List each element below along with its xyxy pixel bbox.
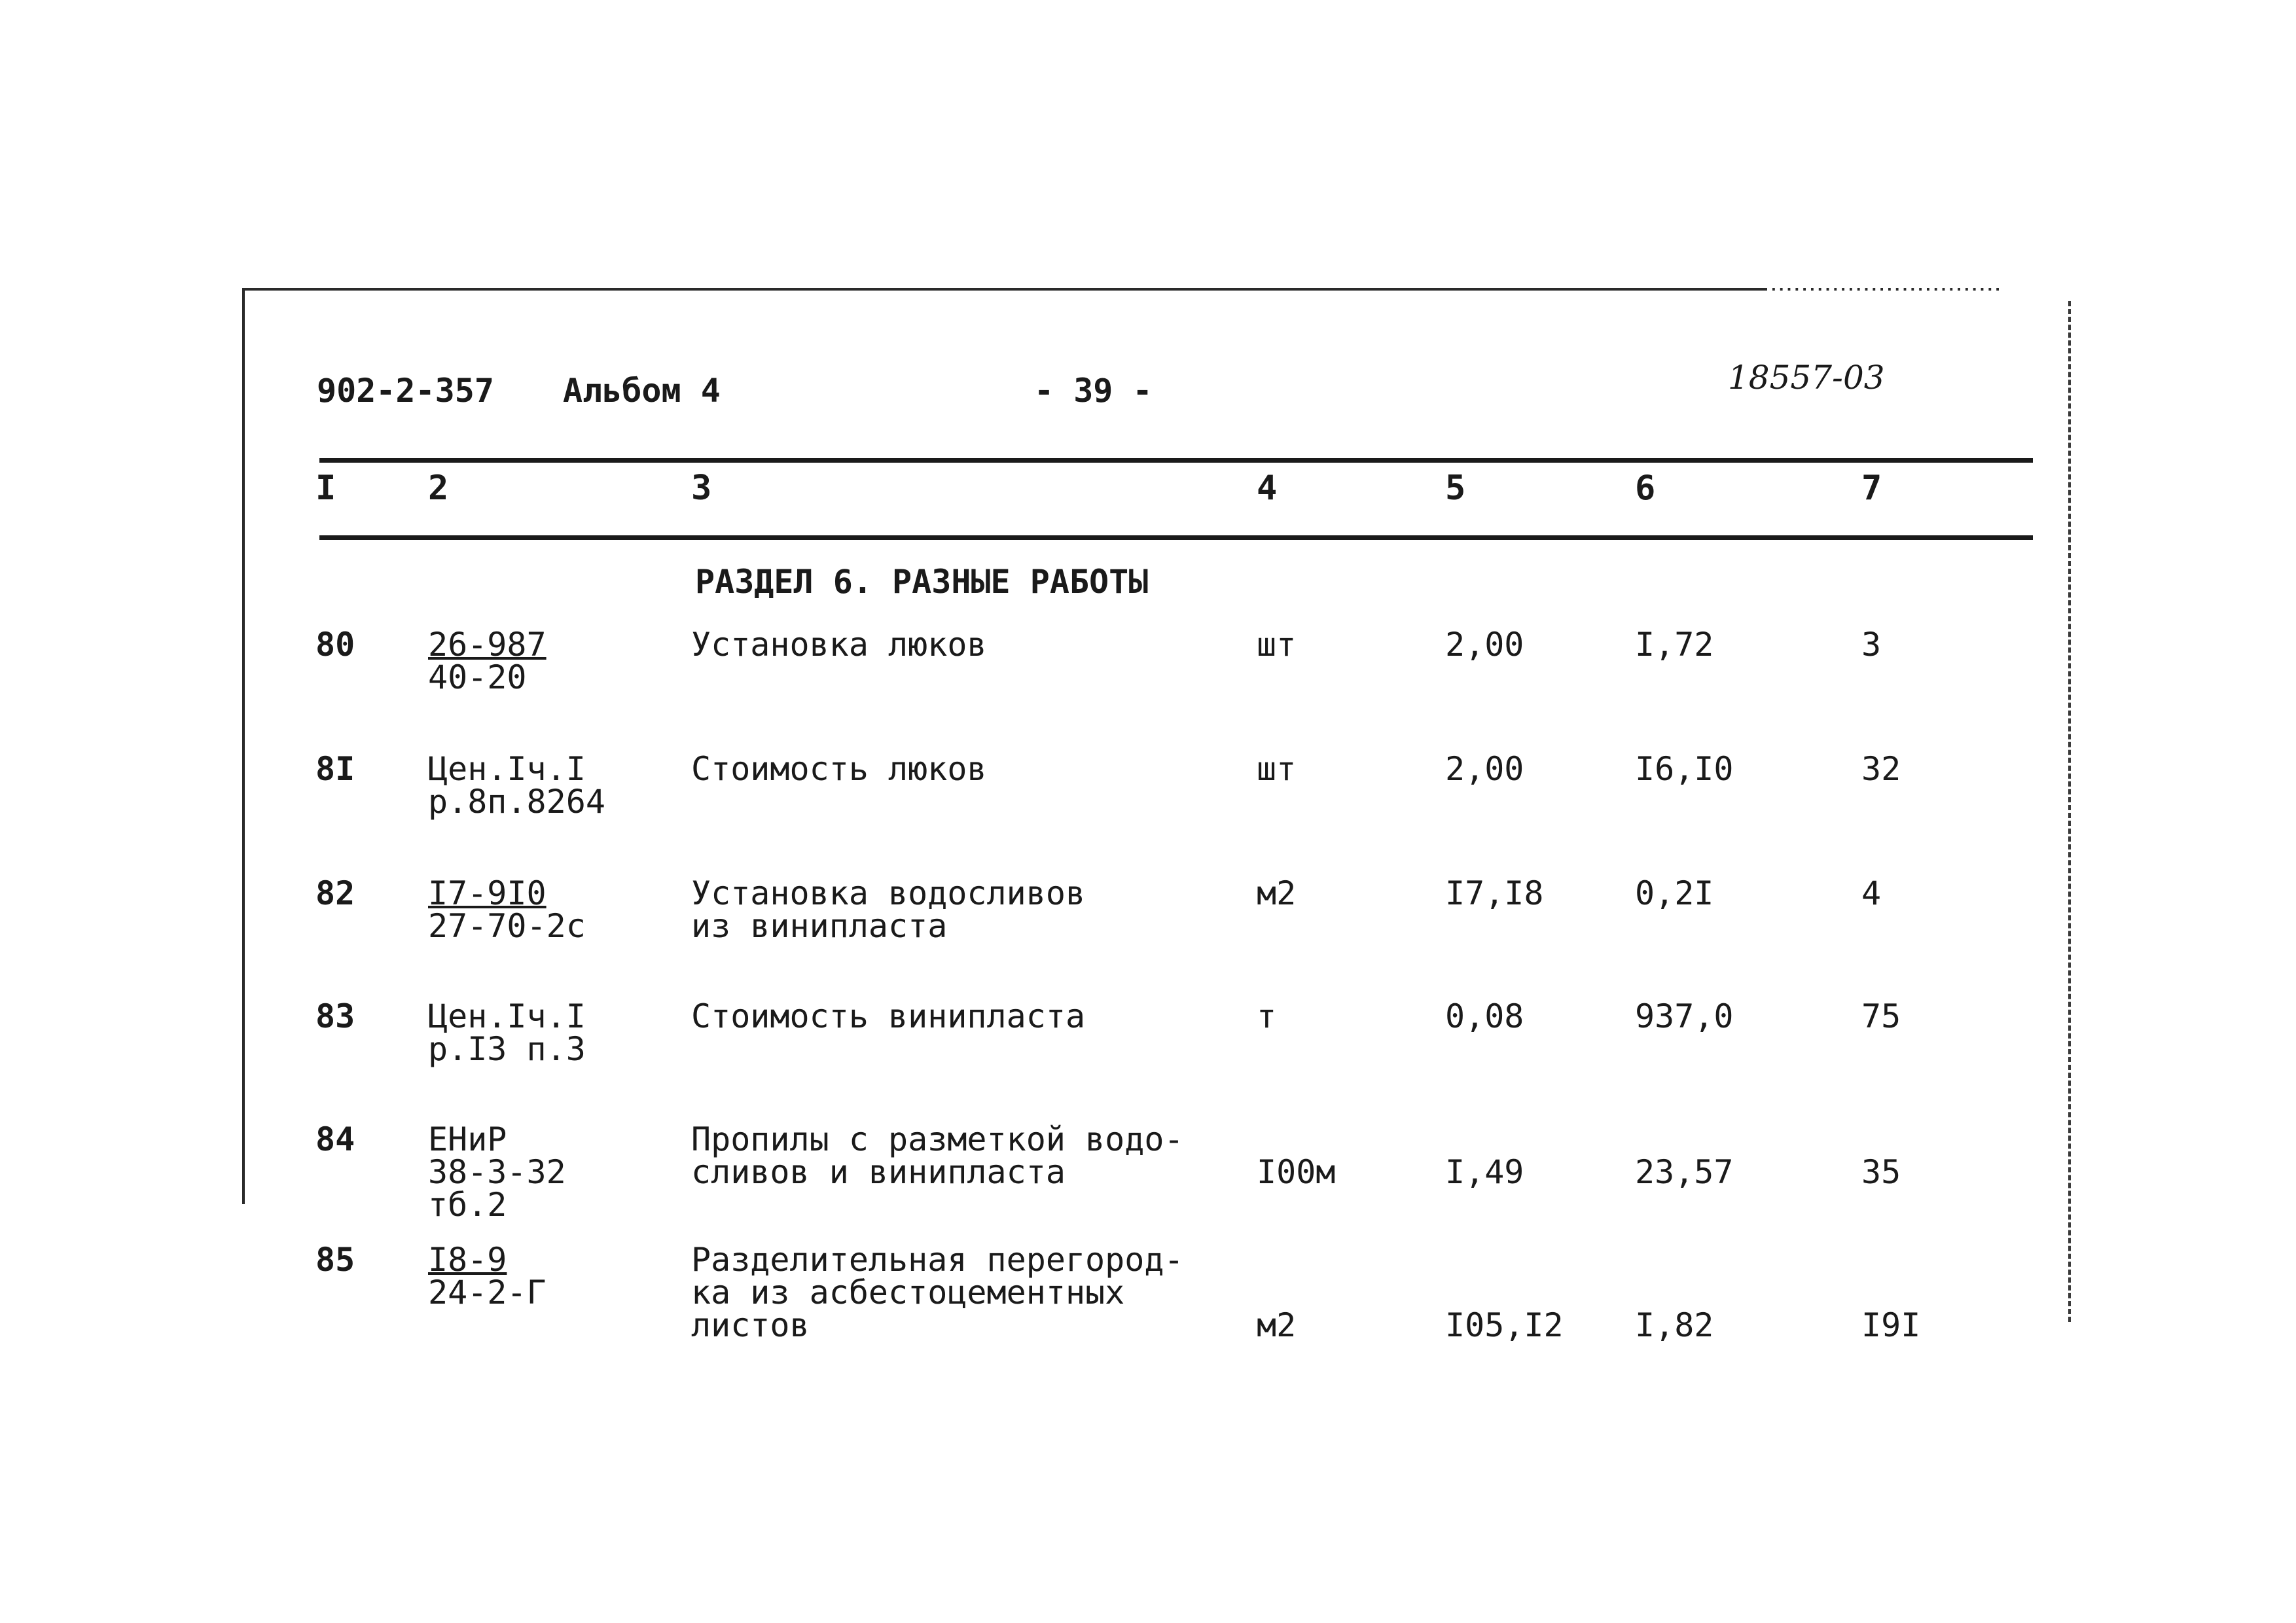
description-line: Разделительная перегород- [691,1241,1184,1279]
row-unit: I00м [1257,1153,1336,1191]
description-line: Стоимость винипласта [691,997,1086,1035]
row-description [691,626,987,664]
column-header-3: 3 [691,469,712,508]
page-number: - 39 - [1034,372,1153,410]
description-line: Стоимость люков [691,750,987,788]
row-unit: м2 [1257,874,1297,912]
row-description [691,997,1086,1035]
row-number: 83 [315,997,355,1035]
row-unit-price: 0,2I [1635,874,1714,912]
row-total: 75 [1861,997,1901,1035]
column-header-6: 6 [1635,469,1656,508]
row-quantity: 0,08 [1445,997,1524,1035]
reference-line: 38-3-32 [428,1153,566,1191]
row-description [691,1243,1184,1342]
row-unit: шт [1257,626,1297,664]
row-unit: шт [1257,750,1297,788]
description-line: Установка водосливов [691,874,1086,912]
row-description [691,874,1086,945]
reference-line: 26-987 [428,626,547,664]
page-frame-right [2068,301,2071,1322]
row-unit-price: I,72 [1635,626,1714,664]
row-quantity: I7,I8 [1445,874,1544,912]
row-total: 32 [1861,750,1901,788]
description-line: Пропилы с разметкой водо- [691,1120,1184,1158]
row-total: I9I [1861,1306,1921,1344]
reference-line: р.I3 п.3 [428,1030,586,1068]
row-total: 35 [1861,1153,1901,1191]
description-line: сливов и винипласта [691,1153,1066,1191]
column-header-7: 7 [1861,469,1882,508]
row-unit-price: I6,I0 [1635,750,1734,788]
reference-line: 40-20 [428,658,527,696]
row-reference [428,874,586,945]
header-rule-bottom [319,535,2033,540]
row-unit-price: I,82 [1635,1306,1714,1344]
column-header-4: 4 [1257,469,1278,508]
row-number: 8I [315,750,355,788]
row-quantity: 2,00 [1445,750,1524,788]
row-unit: т [1257,997,1277,1035]
column-header-2: 2 [428,469,449,508]
row-total: 4 [1861,874,1882,912]
reference-line: Цен.Iч.I [428,997,586,1035]
row-number: 85 [315,1241,355,1279]
reference-line: тб.2 [428,1186,507,1224]
reference-line: ЕНиР [428,1120,507,1158]
page-frame-top [243,288,2004,291]
row-unit-price: 23,57 [1635,1153,1734,1191]
row-total: 3 [1861,626,1882,664]
row-unit-price: 937,0 [1635,997,1734,1035]
row-number: 84 [315,1120,355,1158]
page-frame-top-dashed [1767,288,2004,291]
row-quantity: 2,00 [1445,626,1524,664]
reference-line: 24-2-Г [428,1274,547,1311]
description-line: из винипласта [691,907,948,945]
row-description [691,750,987,788]
row-quantity: I05,I2 [1445,1306,1564,1344]
handwritten-code: 18557-03 [1728,359,1885,397]
description-line: ка из асбестоцементных [691,1274,1125,1311]
page-frame-left [242,288,245,1204]
description-line: листов [691,1306,810,1344]
document-code: 902-2-357 [317,372,494,410]
row-unit: м2 [1257,1306,1297,1344]
row-description [691,1120,1184,1191]
reference-line: р.8п.8264 [428,783,605,821]
description-line: Установка люков [691,626,987,664]
header-rule-top [319,458,2033,463]
row-quantity: I,49 [1445,1153,1524,1191]
album-label: Альбом 4 [563,372,721,410]
reference-line: 27-70-2с [428,907,586,945]
row-reference [428,750,605,821]
reference-line: Цен.Iч.I [428,750,586,788]
reference-line: I8-9 [428,1241,507,1279]
row-number: 80 [315,626,355,664]
row-reference [428,997,586,1068]
row-reference [428,1243,547,1309]
row-reference [428,628,547,694]
row-number: 82 [315,874,355,912]
section-title: РАЗДЕЛ 6. РАЗНЫЕ РАБОТЫ [695,563,1149,601]
row-reference [428,1120,566,1224]
column-header-5: 5 [1445,469,1466,508]
reference-line: I7-9I0 [428,874,547,912]
column-header-1: I [315,469,336,508]
